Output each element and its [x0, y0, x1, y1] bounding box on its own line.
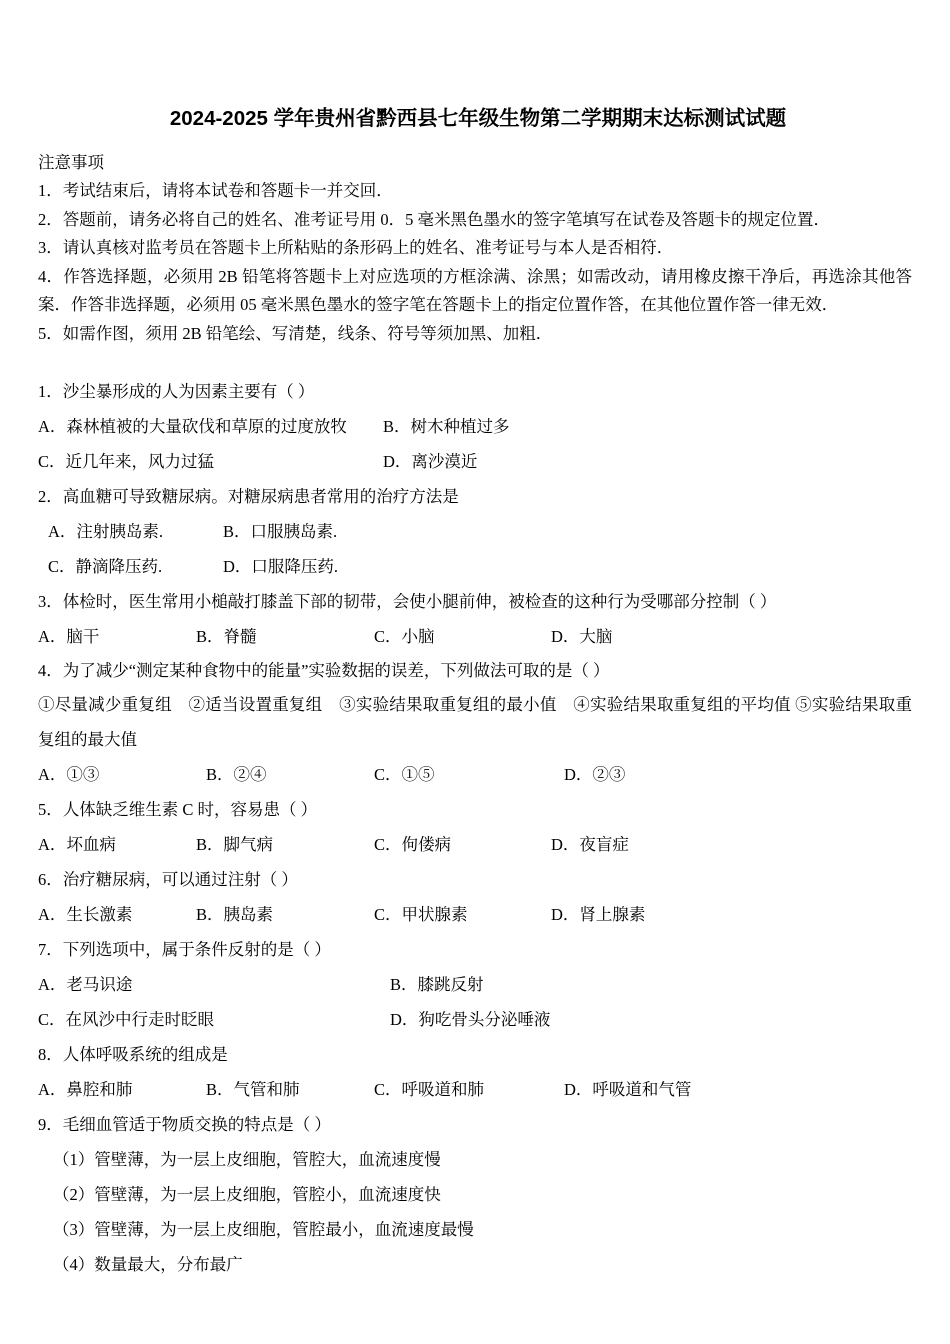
option-d[interactable]: D．口服降压药. [223, 557, 339, 576]
option-b[interactable]: B．口服胰岛素. [223, 522, 338, 541]
sub-option-2[interactable]: （2）管壁薄，为一层上皮细胞，管腔小，血流速度快 [53, 1185, 441, 1204]
option-row [38, 514, 912, 549]
question-stem: 3．体检时，医生常用小槌敲打膝盖下部的韧带，会使小腿前伸，被检查的这种行为受哪部分控制（ ） [38, 592, 777, 611]
question-stem: 7．下列选项中，属于条件反射的是（ ） [38, 940, 331, 959]
question-5 [38, 792, 912, 862]
option-row [38, 619, 912, 654]
option-row [38, 549, 912, 584]
question-stem: 1．沙尘暴形成的人为因素主要有（ ） [38, 382, 315, 401]
option-a[interactable]: A．坏血病 [38, 835, 116, 854]
option-d[interactable]: D．夜盲症 [551, 835, 629, 854]
option-a[interactable]: A．森林植被的大量砍伐和草原的过度放牧 [38, 417, 347, 436]
question-1 [38, 374, 912, 479]
question-9 [38, 1107, 912, 1282]
option-a[interactable]: A．鼻腔和肺 [38, 1080, 133, 1099]
notice-item-4: 4．作答选择题，必须用 2B 铅笔将答题卡上对应选项的方框涂满、涂黑；如需改动，请用橡皮擦干净后，再选涂其他答案．作答非选择题，必须用 05 毫米黑色墨水的签字笔在答题卡上的指定位置作答，在其他位置作答一律无效． [38, 266, 912, 314]
option-b[interactable]: B．胰岛素 [196, 905, 274, 924]
option-b[interactable]: B．脊髓 [196, 627, 257, 646]
question-stem: 5．人体缺乏维生素 C 时，容易患（ ） [38, 800, 318, 819]
question-stem: 4．为了减少“测定某种食物中的能量”实验数据的误差，下列做法可取的是（ ） [38, 661, 610, 680]
option-row [38, 967, 912, 1002]
option-row [38, 757, 912, 792]
sub-option-list [38, 1142, 912, 1282]
question-2 [38, 479, 912, 584]
notice-section [38, 150, 912, 348]
option-c[interactable]: C．静滴降压药. [48, 557, 163, 576]
question-7 [38, 932, 912, 1037]
sub-option-3[interactable]: （3）管壁薄，为一层上皮细胞，管腔最小，血流速度最慢 [53, 1220, 474, 1239]
question-3 [38, 584, 912, 654]
option-c[interactable]: C．近几年来，风力过猛 [38, 452, 215, 471]
notice-item-3: 3．请认真核对监考员在答题卡上所粘贴的条形码上的姓名、准考证号与本人是否相符． [38, 238, 674, 257]
option-a[interactable]: A．老马识途 [38, 975, 133, 994]
option-row [38, 1002, 912, 1037]
option-a[interactable]: A．脑干 [38, 627, 100, 646]
option-b[interactable]: B．气管和肺 [206, 1080, 300, 1099]
option-d[interactable]: D．大脑 [551, 627, 613, 646]
option-c[interactable]: C．呼吸道和肺 [374, 1080, 485, 1099]
option-a[interactable]: A．注射胰岛素. [48, 522, 164, 541]
option-b[interactable]: B．脚气病 [196, 835, 274, 854]
questions-section [38, 374, 912, 1282]
option-b[interactable]: B．②④ [206, 765, 267, 784]
question-stem: 9．毛细血管适于物质交换的特点是（ ） [38, 1115, 331, 1134]
option-row [38, 444, 912, 479]
option-row [38, 1072, 912, 1107]
option-c[interactable]: C．①⑤ [374, 765, 435, 784]
sub-option-1[interactable]: （1）管壁薄，为一层上皮细胞，管腔大，血流速度慢 [53, 1150, 441, 1169]
notice-item-2: 2．答题前，请务必将自己的姓名、准考证号用 0．5 毫米黑色墨水的签字笔填写在试卷及答题卡的规定位置． [38, 209, 830, 229]
option-b[interactable]: B．膝跳反射 [390, 975, 484, 994]
option-c[interactable]: C．甲状腺素 [374, 905, 468, 924]
question-6 [38, 862, 912, 932]
option-row [38, 897, 912, 932]
option-c[interactable]: C．小脑 [374, 627, 435, 646]
question-8 [38, 1037, 912, 1107]
option-a[interactable]: A．生长激素 [38, 905, 133, 924]
option-c[interactable]: C．在风沙中行走时眨眼 [38, 1010, 215, 1029]
option-c[interactable]: C．佝偻病 [374, 835, 452, 854]
option-d[interactable]: D．狗吃骨头分泌唾液 [390, 1010, 551, 1029]
notice-heading: 注意事项 [38, 153, 104, 172]
notice-item-1: 1．考试结束后，请将本试卷和答题卡一并交回． [38, 181, 393, 200]
option-d[interactable]: D．呼吸道和气管 [564, 1080, 692, 1099]
option-d[interactable]: D．②③ [564, 765, 626, 784]
question-4 [38, 654, 912, 792]
question-stem: 6．治疗糖尿病，可以通过注射（ ） [38, 870, 298, 889]
option-d[interactable]: D．离沙漠近 [383, 452, 478, 471]
question-stem: 8．人体呼吸系统的组成是 [38, 1045, 228, 1064]
option-a[interactable]: A．①③ [38, 765, 100, 784]
notice-item-5: 5．如需作图，须用 2B 铅笔绘、写清楚，线条、符号等须加黑、加粗． [38, 323, 553, 343]
option-d[interactable]: D．肾上腺素 [551, 905, 646, 924]
option-b[interactable]: B．树木种植过多 [383, 417, 510, 436]
question-stem: 2．高血糖可导致糖尿病。对糖尿病患者常用的治疗方法是 [38, 487, 459, 506]
page-title: 2024-2025 学年贵州省黔西县七年级生物第二学期期末达标测试试题 [169, 107, 787, 130]
sub-option-4[interactable]: （4）数量最大，分布最广 [53, 1255, 243, 1274]
question-choices-list: ①尽量减少重复组 ②适当设置重复组 ③实验结果取重复组的最小值 ④实验结果取重复组的平均值 ⑤实验结果取重复组的最大值 [38, 695, 913, 749]
option-row [38, 827, 912, 862]
option-row [38, 409, 912, 444]
